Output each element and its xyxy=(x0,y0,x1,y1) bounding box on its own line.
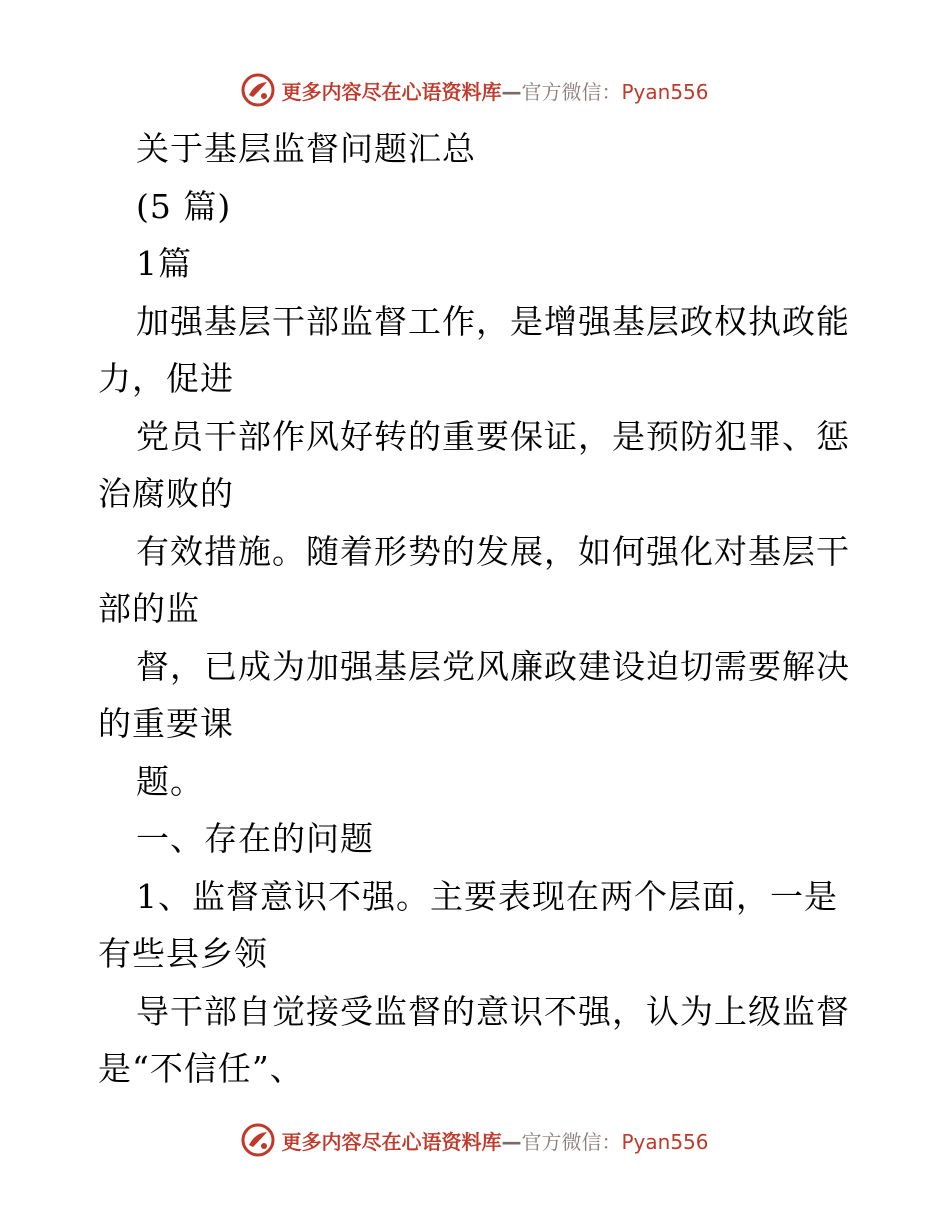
banner-wechat-label: 官方微信： xyxy=(521,1129,622,1154)
banner-dash: — xyxy=(501,79,522,104)
section-heading: 1篇 xyxy=(136,244,192,283)
paragraph-line: 题。 xyxy=(136,761,204,801)
banner-wechat-id: Pyan556 xyxy=(621,79,709,104)
paragraph-line: 治腐败的 xyxy=(98,474,234,513)
paragraph-line: 导干部自觉接受监督的意识不强，认为上级监督 xyxy=(136,991,850,1031)
paragraph-line: 力，促进 xyxy=(98,359,234,398)
footer-banner xyxy=(0,1120,950,1160)
paragraph-line: 督，已成为加强基层党风廉政建设迫切需要解决 xyxy=(136,646,850,686)
document-body xyxy=(98,120,858,1098)
document-title: 关于基层监督问题汇总 xyxy=(136,129,476,168)
banner-slogan: 更多内容尽在心语资料库 xyxy=(281,1129,502,1154)
seal-logo-icon xyxy=(241,73,275,107)
paragraph-line: 加强基层干部监督工作，是增强基层政权执政能 xyxy=(136,301,850,341)
document-subtitle: (5 篇) xyxy=(136,186,232,226)
banner-wechat-label: 官方微信： xyxy=(521,79,622,104)
paragraph-line: 有效措施。随着形势的发展，如何强化对基层干 xyxy=(136,531,850,571)
banner-text xyxy=(281,76,708,105)
paragraph-line: 有些县乡领 xyxy=(98,934,268,973)
paragraph-line: 的重要课 xyxy=(98,704,234,743)
seal-logo-icon xyxy=(241,1123,275,1157)
section-heading: 一、存在的问题 xyxy=(136,819,374,858)
header-banner xyxy=(0,70,950,110)
banner-dash: — xyxy=(501,1129,522,1154)
banner-text xyxy=(281,1126,708,1155)
paragraph-line: 党员干部作风好转的重要保证，是预防犯罪、惩 xyxy=(136,416,850,456)
banner-slogan: 更多内容尽在心语资料库 xyxy=(281,79,502,104)
paragraph-line: 1、监督意识不强。主要表现在两个层面，一是 xyxy=(136,876,838,916)
banner-wechat-id: Pyan556 xyxy=(621,1129,709,1154)
paragraph-line: 是“不信任”、 xyxy=(98,1049,304,1088)
paragraph-line: 部的监 xyxy=(98,589,200,628)
